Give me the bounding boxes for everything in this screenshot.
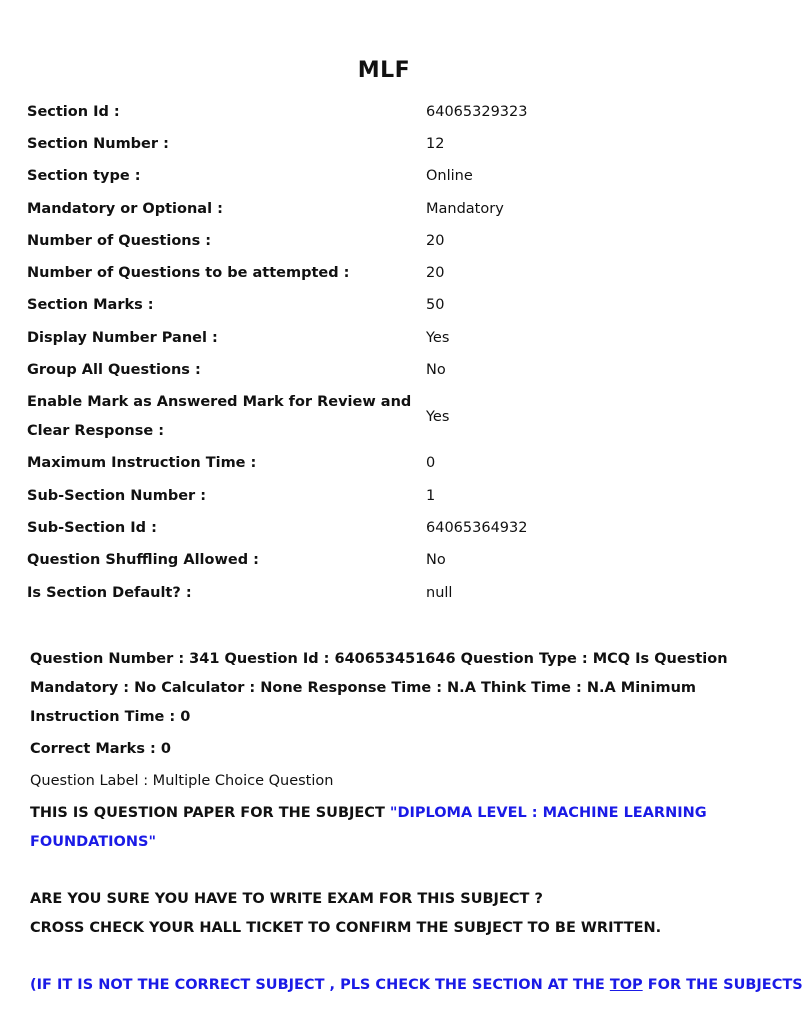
section-row-value: 50 [426,297,445,314]
document-title: MLF [357,58,411,83]
section-row-label: Maximum Instruction Time : [27,455,257,472]
subject-name: "DIPLOMA LEVEL : MACHINE LEARNING FOUNDATIONS" [30,805,707,850]
section-row-label: Number of Questions : [27,232,212,249]
section-row [27,128,747,160]
section-row-label: Number of Questions to be attempted : [27,265,350,282]
section-row-label: Section Number : [27,135,169,152]
section-row [27,161,747,193]
section-row-label: Sub-Section Number : [27,487,207,504]
warning-suffix: FOR THE SUBJECTS [642,977,803,993]
section-row-label: Section Id : [27,103,120,120]
section-row-value: 1 [426,487,436,504]
section-row-value: Mandatory [426,200,504,217]
section-row-label: Display Number Panel : [27,329,218,346]
section-row [27,96,747,128]
confirm-line: ARE YOU SURE YOU HAVE TO WRITE EXAM FOR THIS SUBJECT ? [30,891,543,907]
section-row-value: No [426,552,446,569]
question-meta: Question Number : 341 Question Id : 640653451646 Question Type : MCQ Is Question Mandatory : No Calculator : None Response Time : N.A Think Time : N.A Minimum Instruction Time : 0 [30,651,728,725]
section-row [27,290,747,322]
section-row [27,257,747,289]
subject-statement [30,799,755,857]
section-row-value: 20 [426,265,445,282]
section-row-label: Is Section Default? : [27,584,192,601]
section-row [27,577,747,609]
section-row-label: Section Marks : [27,297,154,314]
section-row-label: Sub-Section Id : [27,519,157,536]
section-row [27,193,747,225]
section-row-value: 20 [426,232,445,249]
section-row-value: null [426,584,453,601]
section-row-value: Yes [426,329,450,346]
question-block [30,645,803,1000]
section-row [27,225,747,257]
section-row [27,322,747,354]
section-row-value: Online [426,168,473,185]
section-row-label: Enable Mark as Answered Mark for Review and Clear Response : [27,394,412,440]
section-row-value: Yes [426,408,450,425]
subject-warning [30,971,803,1000]
section-row [27,448,747,480]
section-row [27,387,747,448]
section-row-label: Section type : [27,168,141,185]
section-row [27,480,747,512]
section-row-label: Question Shuffling Allowed : [27,552,259,569]
section-row-value: No [426,362,446,379]
section-row [27,512,747,544]
section-row-value: 64065329323 [426,103,528,120]
section-row-value: 64065364932 [426,519,528,536]
top-link[interactable]: TOP [609,977,643,993]
section-row [27,545,747,577]
section-details-table [27,96,747,609]
correct-marks: Correct Marks : 0 [30,741,171,757]
confirm-line: CROSS CHECK YOUR HALL TICKET TO CONFIRM THE SUBJECT TO BE WRITTEN. [30,920,662,936]
section-row-label: Group All Questions : [27,362,201,379]
question-label: Question Label : Multiple Choice Question [30,773,334,789]
subject-prefix: THIS IS QUESTION PAPER FOR THE SUBJECT [30,805,390,821]
section-row-value: 0 [426,455,436,472]
warning-prefix: (IF IT IS NOT THE CORRECT SUBJECT , PLS CHECK THE SECTION AT THE [30,977,610,993]
confirm-notice [30,885,755,943]
section-row-value: 12 [426,135,445,152]
section-row [27,354,747,386]
section-row-label: Mandatory or Optional : [27,200,223,217]
